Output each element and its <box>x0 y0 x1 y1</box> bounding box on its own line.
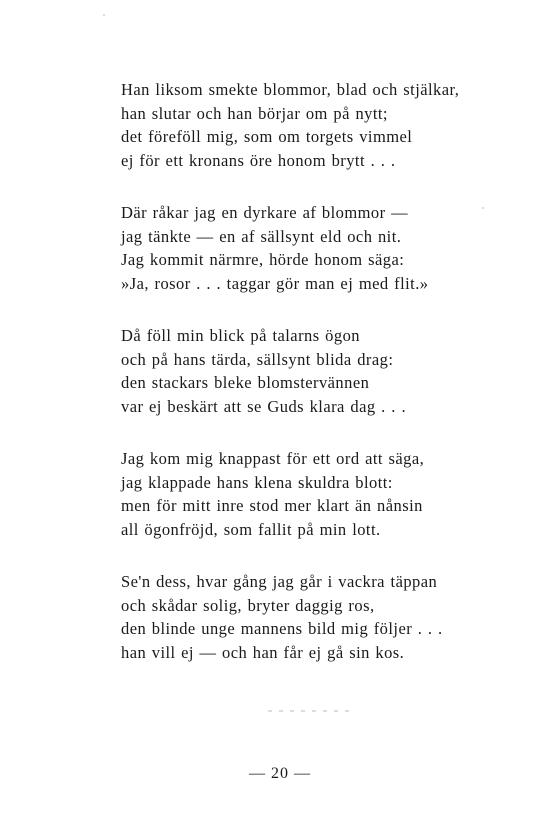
poem-line: men för mitt inre stod mer klart än nånsin <box>121 496 423 515</box>
stanza-2 <box>121 201 521 295</box>
stanza-4 <box>121 447 521 541</box>
poem-line: Då föll min blick på talarns ögon <box>121 326 360 345</box>
page-number: — 20 — <box>249 765 311 782</box>
poem-line: var ej beskärt att se Guds klara dag . . . <box>121 396 407 416</box>
stanza-3 <box>121 324 521 418</box>
poem <box>121 78 521 693</box>
poem-line: jag klappade hans klena skuldra blott: <box>121 472 393 492</box>
paper-speck <box>103 14 105 16</box>
poem-line: ej för ett kronans öre honom brytt . . . <box>121 150 396 170</box>
poem-line: »Ja, rosor . . . taggar gör man ej med flit.» <box>121 273 429 293</box>
stanza-1 <box>121 78 521 172</box>
poem-line: Där råkar jag en dyrkare af blommor — <box>121 203 409 222</box>
poem-line: jag tänkte — en af sällsynt eld och nit. <box>121 226 402 246</box>
poem-line: det föreföll mig, som om torgets vimmel <box>121 127 413 146</box>
poem-line: Han liksom smekte blommor, blad och stjälkar, <box>121 80 460 99</box>
poem-line: Se'n dess, hvar gång jag går i vackra täppan <box>121 572 438 591</box>
poem-line: all ögonfröjd, som fallit på min lott. <box>121 519 381 539</box>
poem-line: och skådar solig, bryter daggig ros, <box>121 595 375 615</box>
faint-dash-ornament <box>268 710 352 712</box>
stanza-5 <box>121 570 521 664</box>
poem-line: Jag kom mig knappast för ett ord att säga, <box>121 449 425 468</box>
poem-line: den stackars bleke blomstervännen <box>121 373 370 392</box>
poem-line: Jag kommit närmre, hörde honom säga: <box>121 250 405 269</box>
poem-line: den blinde unge mannens bild mig följer . . . <box>121 619 443 638</box>
poem-line: och på hans tärda, sällsynt blida drag: <box>121 349 394 369</box>
poem-line: han slutar och han börjar om på nytt; <box>121 103 388 123</box>
poem-line: han vill ej — och han får ej gå sin kos. <box>121 642 405 662</box>
